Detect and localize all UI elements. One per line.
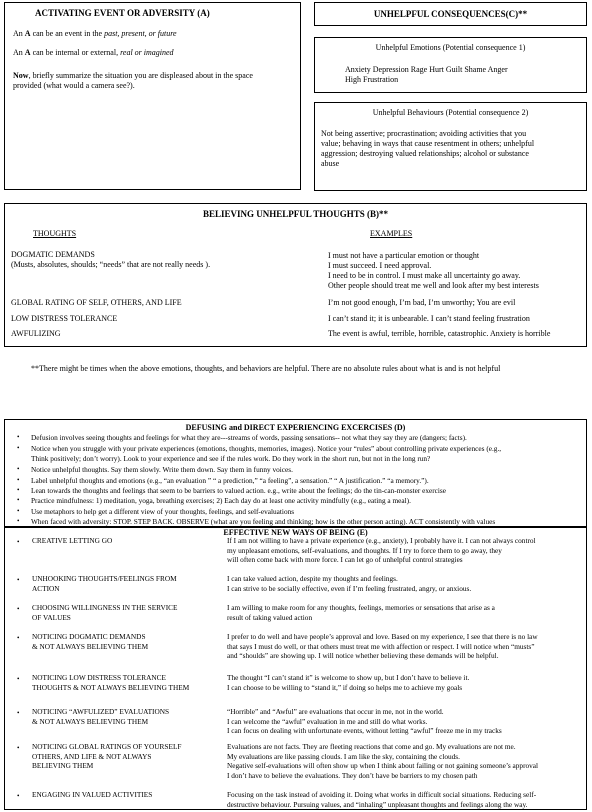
activating-event-now-line2: provided (what would a camera see?). [13,81,135,90]
activating-event-line1: An A can be an event in the past, present, or future [13,29,177,38]
effective-row-label: CHOOSING WILLINGNESS IN THE SERVICE [32,603,178,612]
bullet-icon: • [17,433,20,441]
activating-event-line2: An A can be internal or external, real or imagined [13,48,174,57]
effective-row-text: I don’t have to believe the evaluations. They don’t have be barriers to my chosen path [227,770,478,780]
bullet-icon: • [17,507,20,515]
behaviours-title: Unhelpful Behaviours (Potential consequence 2) [372,108,529,117]
dogmatic-example: Other people should treat me well and look after my best interests [328,281,539,290]
low-distress-example: I can’t stand it; it is unbearable. I can’t stand feeling frustration [328,314,530,323]
dogmatic-demands-sub: (Musts, absolutes, shoulds; “needs” that are not really needs ). [11,260,211,269]
effective-row-text: my unpleasant emotions, self-evaluations, and thoughts. If I try to force them to go away, they [227,545,502,555]
bullet-icon: • [17,634,20,642]
effective-row-text: “Horrible” and “Awful” are evaluations that occur in me, not in the world. [227,707,444,716]
effective-row-label: THOUGHTS & NOT ALWAYS BELIEVING THEM [32,682,190,692]
effective-row-text: I can choose to be willing to “stand it,” if doing so helps me to achieve my goals [227,682,463,692]
effective-row-text: result of taking valued action [227,612,313,622]
effective-row-text: The thought “I can’t stand it” is welcome to show up, but I don’t have to believe it. [227,673,470,682]
effective-row-text: will often come back with more force. I can let go of unhelpful control strategies [227,555,463,565]
effective-row-label: NOTICING LOW DISTRESS TOLERANCE [32,673,166,682]
effective-row-label: NOTICING GLOBAL RATINGS OF YOURSELF [32,742,182,751]
effective-row-text: I can take valued action, despite my thoughts and feelings. [227,574,398,583]
defusing-item: Label unhelpful thoughts and emotions (e.g., “an evaluation ” “ a prediction,” “a feeling”, a sensation.” “ A justification.” “a memory.”). [31,476,429,485]
bullet-icon: • [17,792,20,800]
bullet-icon: • [17,476,20,484]
dogmatic-example: I need to be in control. I must make all uncertainty go away. [328,271,521,280]
bullet-icon: • [17,576,20,584]
defusing-item: Defusion involves seeing thoughts and feelings for what they are---streams of words, passing sensations-- not what they say they are (dangers; facts). [31,433,467,442]
bullet-icon: • [17,444,20,452]
effective-row-text: I prefer to do well and have people’s approval and love. Based on my experience, I see that there is no law [227,632,538,641]
defusing-item: Use metaphors to help get a different view of your thoughts, feelings, and self-evaluations [31,507,295,516]
behaviours-line: aggression; destroying valued relationships; alcohol or substance [321,149,529,158]
unhelpful-emotions-box [314,37,587,93]
effective-row-label: OF VALUES [32,612,71,622]
awfulizing-label: AWFULIZING [11,329,61,338]
effective-row-label: ACTION [32,583,60,593]
footnote: **There might be times when the above emotions, thoughts, and behaviors are helpful. There are no absolute rules about what is and is not helpful [31,364,501,373]
awfulizing-example: The event is awful, terrible, horrible, catastrophic. Anxiety is horrible [328,329,551,338]
dogmatic-example: I must not have a particular emotion or thought [328,251,480,260]
emotions-line1: Anxiety Depression Rage Hurt Guilt Shame Anger [345,65,508,74]
beliefs-title: BELIEVING UNHELPFUL THOUGHTS (B)** [202,209,389,219]
defusing-item: Notice unhelpful thoughts. Say them slowly. Write them down. Say them in funny voices. [31,465,293,474]
bullet-icon: • [17,744,20,752]
effective-row-label: & NOT ALWAYS BELIEVING THEM [32,641,149,651]
dogmatic-example: I must succeed. I need approval. [328,261,432,270]
dogmatic-demands-label: DOGMATIC DEMANDS [11,250,95,259]
bullet-icon: • [17,496,20,504]
effective-row-label: ENGAGING IN VALUED ACTIVITIES [32,790,153,799]
activating-event-box [4,2,301,190]
effective-row-label: UNHOOKING THOUGHTS/FEELINGS FROM [32,574,177,583]
effective-row-text: I can focus on dealing with unfortunate events, without letting “awful” freeze me in my tracks [227,726,502,736]
global-rating-label: GLOBAL RATING OF SELF, OTHERS, AND LIFE [11,298,182,307]
bullet-icon: • [17,605,20,613]
effective-row-text: I can strive to be socially effective, even if I’m feeling frustrated, angry, or anxious. [227,583,472,593]
bullet-icon: • [17,709,20,717]
effective-row-label: OTHERS, AND LIFE & NOT ALWAYS [32,751,152,761]
bullet-icon: • [17,675,20,683]
defusing-item: Think positively; don’t worry). Look to your experience and see if the rules work. Do they work in the short run, but not in the long run? [31,454,431,463]
effective-row-text: Evaluations are not facts. They are fleeting reactions that come and go. My evaluations are not me. [227,742,516,751]
examples-header: EXAMPLES [370,229,413,238]
effective-title: EFFECTIVE NEW WAYS OF BEING (E) [223,528,368,537]
activating-event-now: Now, briefly summarize the situation you are displeased about in the space [13,71,253,80]
effective-row-label: BELIEVING THEM [32,761,94,771]
effective-row-label: NOTICING DOGMATIC DEMANDS [32,632,146,641]
bullet-icon: • [17,465,20,473]
effective-row-text: destructive behaviour. Pursuing values, and “inhaling” unpleasant thoughts and feelings along the way. [227,799,528,809]
emotions-line2: High Frustration [345,75,399,84]
thoughts-header: THOUGHTS [33,229,77,238]
defusing-item: Lean towards the thoughts and feelings that seem to be barriers to valued action. e.g., write about the feelings; do the tin-can-monster exercise [31,486,446,495]
effective-row-text: My evaluations are like passing clouds. I am like the sky, containing the clouds. [227,751,460,761]
defusing-item: Notice when you struggle with your private experiences (emotions, thoughts, memories, images). Notice your “rules” about controlling private experiences (e.g., [31,444,502,453]
effective-row-text: that says I must do well, or that others must treat me with affection or respect. I will notice when “musts” [227,641,535,651]
global-rating-example: I’m not good enough, I’m bad, I’m unworthy; You are evil [328,298,516,307]
consequences-header-box [314,2,587,26]
behaviours-line: value; behaving in ways that cause resentment in others; unhelpful [321,139,535,148]
bullet-icon: • [17,517,20,525]
effective-row-text: If I am not willing to have a private experience (e.g., anxiety), I probably have it. I can not always control [227,536,536,545]
effective-row-text: I can welcome the “awful” evaluation in me and still do what works. [227,716,428,726]
emotions-title: Unhelpful Emotions (Potential consequence 1) [375,43,526,52]
defusing-item: When faced with adversity: STOP. STEP BACK. OBSERVE (what are you feeling and thinking; how is the other person acting). ACT consistently with values [31,517,496,526]
effective-row-text: Focusing on the task instead of avoiding it. Doing what works in difficult social situations. Reducing self- [227,790,537,799]
effective-row-text: I am willing to make room for any thoughts, feelings, memories or sensations that arise as a [227,603,495,612]
bullet-icon: • [17,486,20,494]
behaviours-line: Not being assertive; procrastination; avoiding activities that you [321,129,527,138]
effective-row-text: Negative self-evaluations will often show up when I think about failing or not gaining someone’s approval [227,761,539,771]
unhelpful-behaviours-box [314,102,587,191]
effective-row-label: NOTICING “AWFULIZED” EVALUATIONS [32,707,170,716]
defusing-item: Practice mindfulness: 1) meditation, yoga, breathing exercises; 2) Each day do at least one activity mindfully (e.g., eating a meal). [31,496,411,505]
defusing-title: DEFUSING and DIRECT EXPERIENCING EXCERCISES (D) [185,423,406,432]
effective-row-label: CREATIVE LETTING GO [32,536,113,545]
low-distress-label: LOW DISTRESS TOLERANCE [11,314,118,323]
beliefs-box [4,203,587,347]
consequences-title: UNHELPFUL CONSEQUENCES(C)** [373,9,528,19]
bullet-icon: • [17,538,20,546]
activating-event-title: ACTIVATING EVENT OR ADVERSITY (A) [35,8,210,18]
effective-row-label: & NOT ALWAYS BELIEVING THEM [32,716,149,726]
effective-row-text: and “shoulds” are showing up. I will notice whether believing these demands will be helpful. [227,651,499,661]
behaviours-line: abuse [321,159,340,168]
